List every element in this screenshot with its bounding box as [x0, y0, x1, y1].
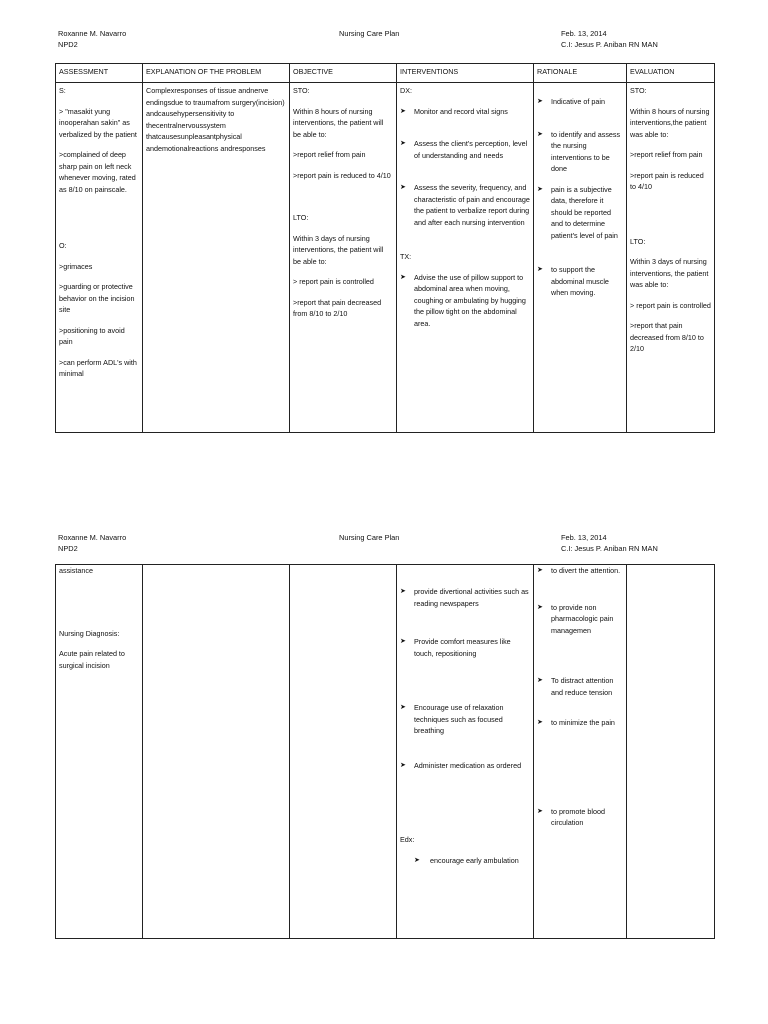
rationale-item: ➤ to divert the attention.	[537, 566, 621, 575]
explanation-text: Complexresponses of tissue andnerve endingsdue to traumafrom surgery(incision) andcausehypersensitivity to thecentralnervoussystem thatcausesunpleasantphysical andemotionalreactions andresponses	[146, 86, 285, 153]
arrowhead-bullet-icon: ➤	[537, 266, 543, 273]
edx-label: Edx:	[400, 835, 415, 844]
column-header-objective: OBJECTIVE	[290, 64, 397, 83]
column-header-explanation: EXPLANATION OF THE PROBLEM	[143, 64, 290, 83]
objective-cell	[290, 565, 397, 939]
document-date: Feb. 13, 2014	[561, 29, 607, 38]
nursing-diagnosis-text: Acute pain related to surgical incision	[59, 649, 125, 670]
rationale-item: ➤ Indicative of pain	[537, 97, 605, 106]
subjective-item: >complained of deep sharp pain on left neck whenever moving, rated as 8/10 on painscale.	[59, 150, 136, 194]
arrowhead-bullet-icon: ➤	[400, 638, 406, 645]
sto-intro: Within 8 hours of nursing interventions,the patient was able to:	[630, 106, 710, 139]
lto-result: > report pain is controlled	[630, 300, 711, 310]
rationale-item: ➤ to provide non pharmacologic pain managemen	[537, 602, 614, 635]
lto-label: LTO:	[630, 236, 646, 246]
arrowhead-bullet-icon: ➤	[414, 856, 420, 864]
objective-cue: >guarding or protective behavior on the incision site	[59, 282, 135, 314]
clinical-instructor: C.I: Jesus P. Aniban RN MAN	[561, 40, 658, 49]
arrowhead-bullet-icon: ➤	[537, 603, 543, 611]
evaluation-cell	[627, 83, 715, 433]
document-title: Nursing Care Plan	[339, 29, 400, 38]
document-title: Nursing Care Plan	[339, 533, 400, 542]
objective-label: O:	[59, 241, 67, 250]
lto-result: >report that pain decreased from 8/10 to 2/10	[630, 321, 704, 353]
objective-cue: >can perform ADL's with minimal	[59, 357, 137, 378]
header-center	[339, 28, 399, 39]
rationale-cell	[534, 565, 627, 939]
interventions-cell	[397, 83, 534, 433]
section-code: NPD2	[58, 544, 78, 553]
arrowhead-bullet-icon: ➤	[537, 130, 543, 138]
assessment-cell	[56, 565, 143, 939]
sto-result: >report relief from pain	[630, 150, 703, 159]
dx-label: DX:	[400, 86, 412, 95]
subjective-label: S:	[59, 86, 66, 95]
interventions-cell	[397, 565, 534, 939]
lto-label: LTO:	[293, 213, 309, 222]
explanation-cell	[143, 83, 290, 433]
objective-cue: >grimaces	[59, 261, 93, 271]
assessment-continuation: assistance	[59, 566, 93, 575]
arrowhead-bullet-icon: ➤	[537, 98, 543, 105]
lto-intro: Within 3 days of nursing interventions, the patient was able to:	[630, 257, 709, 289]
nursing-diagnosis-label: Nursing Diagnosis:	[59, 628, 120, 638]
objective-cell	[290, 83, 397, 433]
intervention-item: ➤ Assess the severity, frequency, and characteristic of pain and encourage the patient to verbalize report during and after each nursing intervention	[400, 183, 530, 227]
rationale-item: ➤ to support the abdominal muscle when moving.	[537, 265, 609, 297]
author-name: Roxanne M. Navarro	[58, 29, 127, 38]
header-left	[58, 28, 126, 50]
arrowhead-bullet-icon: ➤	[537, 567, 543, 574]
arrowhead-bullet-icon: ➤	[400, 704, 406, 711]
rationale-item: ➤ to promote blood circulation	[537, 806, 605, 827]
evaluation-cell	[627, 565, 715, 939]
table-body-row	[56, 565, 715, 939]
lto-intro: Within 3 days of nursing interventions, the patient will be able to:	[293, 233, 384, 266]
lto-outcome: > report pain is controlled	[293, 277, 374, 286]
arrowhead-bullet-icon: ➤	[537, 185, 543, 193]
sto-result: >report pain is reduced to 4/10	[630, 170, 704, 191]
lto-outcome: >report that pain decreased from 8/10 to 2/10	[293, 297, 382, 318]
arrowhead-bullet-icon: ➤	[537, 719, 543, 726]
column-header-assessment: ASSESSMENT	[56, 64, 143, 83]
author-name: Roxanne M. Navarro	[58, 533, 127, 542]
arrowhead-bullet-icon: ➤	[400, 140, 406, 147]
arrowhead-bullet-icon: ➤	[400, 273, 406, 281]
table-header-row	[56, 64, 715, 83]
header-right	[561, 28, 658, 50]
arrowhead-bullet-icon: ➤	[400, 588, 406, 595]
subjective-item: > "masakit yung inooperahan sakin" as verbalized by the patient	[59, 106, 137, 139]
table-body-row	[56, 83, 715, 433]
column-header-interventions: INTERVENTIONS	[397, 64, 534, 83]
sto-intro: Within 8 hours of nursing interventions, the patient will be able to:	[293, 106, 384, 139]
care-plan-table-page-1	[55, 63, 715, 433]
header-center	[339, 532, 399, 543]
rationale-cell	[534, 83, 627, 433]
arrowhead-bullet-icon: ➤	[537, 677, 543, 684]
rationale-item: ➤ To distract attention and reduce tension	[537, 676, 614, 697]
sto-label: STO:	[630, 86, 647, 95]
assessment-cell	[56, 83, 143, 433]
tx-label: TX:	[400, 252, 412, 261]
section-code: NPD2	[58, 40, 78, 49]
column-header-evaluation: EVALUATION	[627, 64, 715, 83]
clinical-instructor: C.I: Jesus P. Aniban RN MAN	[561, 544, 658, 553]
intervention-item: ➤ Advise the use of pillow support to abdominal area when moving, coughing or ambulating by hugging the pillow tight on the abdominal area.	[400, 272, 526, 328]
rationale-item: ➤ to identify and assess the nursing interventions to be done	[537, 129, 621, 173]
intervention-item: ➤ Administer medication as ordered	[400, 760, 522, 770]
intervention-item: ➤ encourage early ambulation	[414, 855, 519, 865]
intervention-item: ➤ provide divertional activities such as reading newspapers	[400, 587, 529, 608]
rationale-item: ➤ to minimize the pain	[537, 718, 615, 727]
sto-outcome: >report pain is reduced to 4/10	[293, 170, 391, 180]
sto-label: STO:	[293, 86, 310, 95]
document-page-1	[0, 0, 768, 500]
rationale-item: ➤ pain is a subjective data, therefore it should be reported and to determine patient's level of pain	[537, 184, 618, 240]
header-right	[561, 532, 658, 554]
objective-cue: >positioning to avoid pain	[59, 325, 125, 346]
explanation-cell	[143, 565, 290, 939]
arrowhead-bullet-icon: ➤	[400, 107, 406, 115]
arrowhead-bullet-icon: ➤	[537, 807, 543, 815]
arrowhead-bullet-icon: ➤	[400, 184, 406, 191]
column-header-rationale: RATIONALE	[534, 64, 627, 83]
document-date: Feb. 13, 2014	[561, 533, 607, 542]
arrowhead-bullet-icon: ➤	[400, 761, 406, 769]
intervention-item: ➤ Encourage use of relaxation techniques such as focused breathing	[400, 703, 504, 735]
intervention-item: ➤ Monitor and record vital signs	[400, 106, 508, 116]
care-plan-table-page-2	[55, 564, 715, 939]
sto-outcome: >report relief from pain	[293, 150, 366, 159]
intervention-item: ➤ Provide comfort measures like touch, repositioning	[400, 637, 511, 658]
intervention-item: ➤ Assess the client's perception, level of understanding and needs	[400, 139, 528, 160]
document-page-2	[0, 500, 768, 1024]
header-left	[58, 532, 126, 554]
